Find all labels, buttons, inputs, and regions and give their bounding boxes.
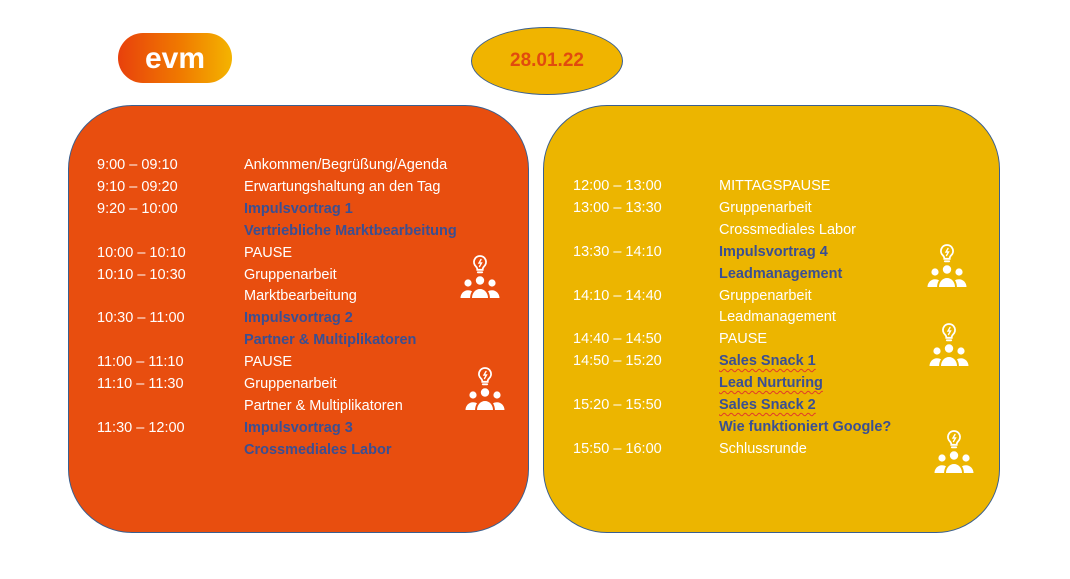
schedule-item: Sales Snack 2 bbox=[719, 397, 816, 413]
schedule-item: Partner & Multiplikatoren bbox=[244, 397, 403, 414]
schedule-time: 14:50 – 15:20 bbox=[573, 353, 662, 370]
schedule-time: 13:30 – 14:10 bbox=[573, 243, 662, 260]
schedule-item: Partner & Multiplikatoren bbox=[244, 332, 417, 349]
schedule-item: PAUSE bbox=[244, 244, 293, 261]
schedule-time: 11:30 – 12:00 bbox=[97, 419, 185, 436]
schedule-item: PAUSE bbox=[244, 354, 293, 371]
group-idea-icon bbox=[926, 321, 972, 369]
schedule-time: 10:00 – 10:10 bbox=[97, 244, 186, 261]
group-idea-icon bbox=[931, 428, 977, 476]
schedule-item: Sales Snack 1 bbox=[719, 353, 816, 370]
schedule-item: Wie funktioniert Google? bbox=[719, 418, 892, 435]
evm-logo bbox=[118, 33, 232, 83]
group-idea-icon bbox=[462, 365, 508, 413]
schedule-time: 11:10 – 11:30 bbox=[97, 376, 184, 392]
group-idea-icon bbox=[924, 242, 970, 290]
schedule-item: Vertriebliche Marktbearbeitung bbox=[244, 222, 457, 239]
schedule-item: Impulsvortrag 3 bbox=[244, 419, 353, 436]
schedule-time: 10:30 – 11:00 bbox=[97, 310, 185, 327]
schedule-item: Ankommen/Begrüßung/Agenda bbox=[244, 157, 448, 173]
schedule-item: Lead Nurturing bbox=[719, 375, 823, 392]
schedule-item: Leadmanagement bbox=[719, 265, 843, 282]
schedule-item: Impulsvortrag 2 bbox=[244, 310, 353, 327]
schedule-time: 9:00 – 09:10 bbox=[97, 157, 178, 173]
schedule-item: Leadmanagement bbox=[719, 309, 836, 326]
schedule-time: 15:20 – 15:50 bbox=[573, 397, 662, 413]
schedule-item: Gruppenarbeit bbox=[719, 287, 812, 304]
schedule-time: 12:00 – 13:00 bbox=[573, 178, 662, 194]
schedule-time: 14:10 – 14:40 bbox=[573, 287, 662, 304]
schedule-item: Gruppenarbeit bbox=[244, 376, 337, 392]
schedule-time: 10:10 – 10:30 bbox=[97, 266, 186, 283]
schedule-item: Erwartungshaltung an den Tag bbox=[244, 178, 441, 195]
schedule-item: Gruppenarbeit bbox=[719, 199, 812, 216]
logo-text: evm bbox=[144, 42, 206, 75]
schedule-item: Marktbearbeitung bbox=[244, 288, 357, 305]
schedule-item: MITTAGSPAUSE bbox=[719, 178, 831, 194]
group-idea-icon bbox=[457, 253, 503, 301]
schedule-item: Impulsvortrag 4 bbox=[719, 243, 828, 260]
schedule-time: 15:50 – 16:00 bbox=[573, 440, 662, 457]
schedule-item: Crossmediales Labor bbox=[719, 221, 857, 238]
date-badge bbox=[471, 27, 623, 95]
schedule-time: 14:40 – 14:50 bbox=[573, 331, 662, 348]
schedule-item: Crossmediales Labor bbox=[244, 441, 392, 458]
schedule-item: PAUSE bbox=[719, 331, 768, 348]
schedule-time: 13:00 – 13:30 bbox=[573, 199, 662, 216]
schedule-item: Gruppenarbeit bbox=[244, 266, 337, 283]
schedule-item: Impulsvortrag 1 bbox=[244, 200, 353, 217]
schedule-time: 9:10 – 09:20 bbox=[97, 178, 178, 195]
schedule-item: Schlussrunde bbox=[719, 440, 807, 457]
schedule-time: 11:00 – 11:10 bbox=[97, 354, 184, 371]
schedule-time: 9:20 – 10:00 bbox=[97, 200, 178, 217]
date-text: 28.01.22 bbox=[510, 50, 584, 71]
